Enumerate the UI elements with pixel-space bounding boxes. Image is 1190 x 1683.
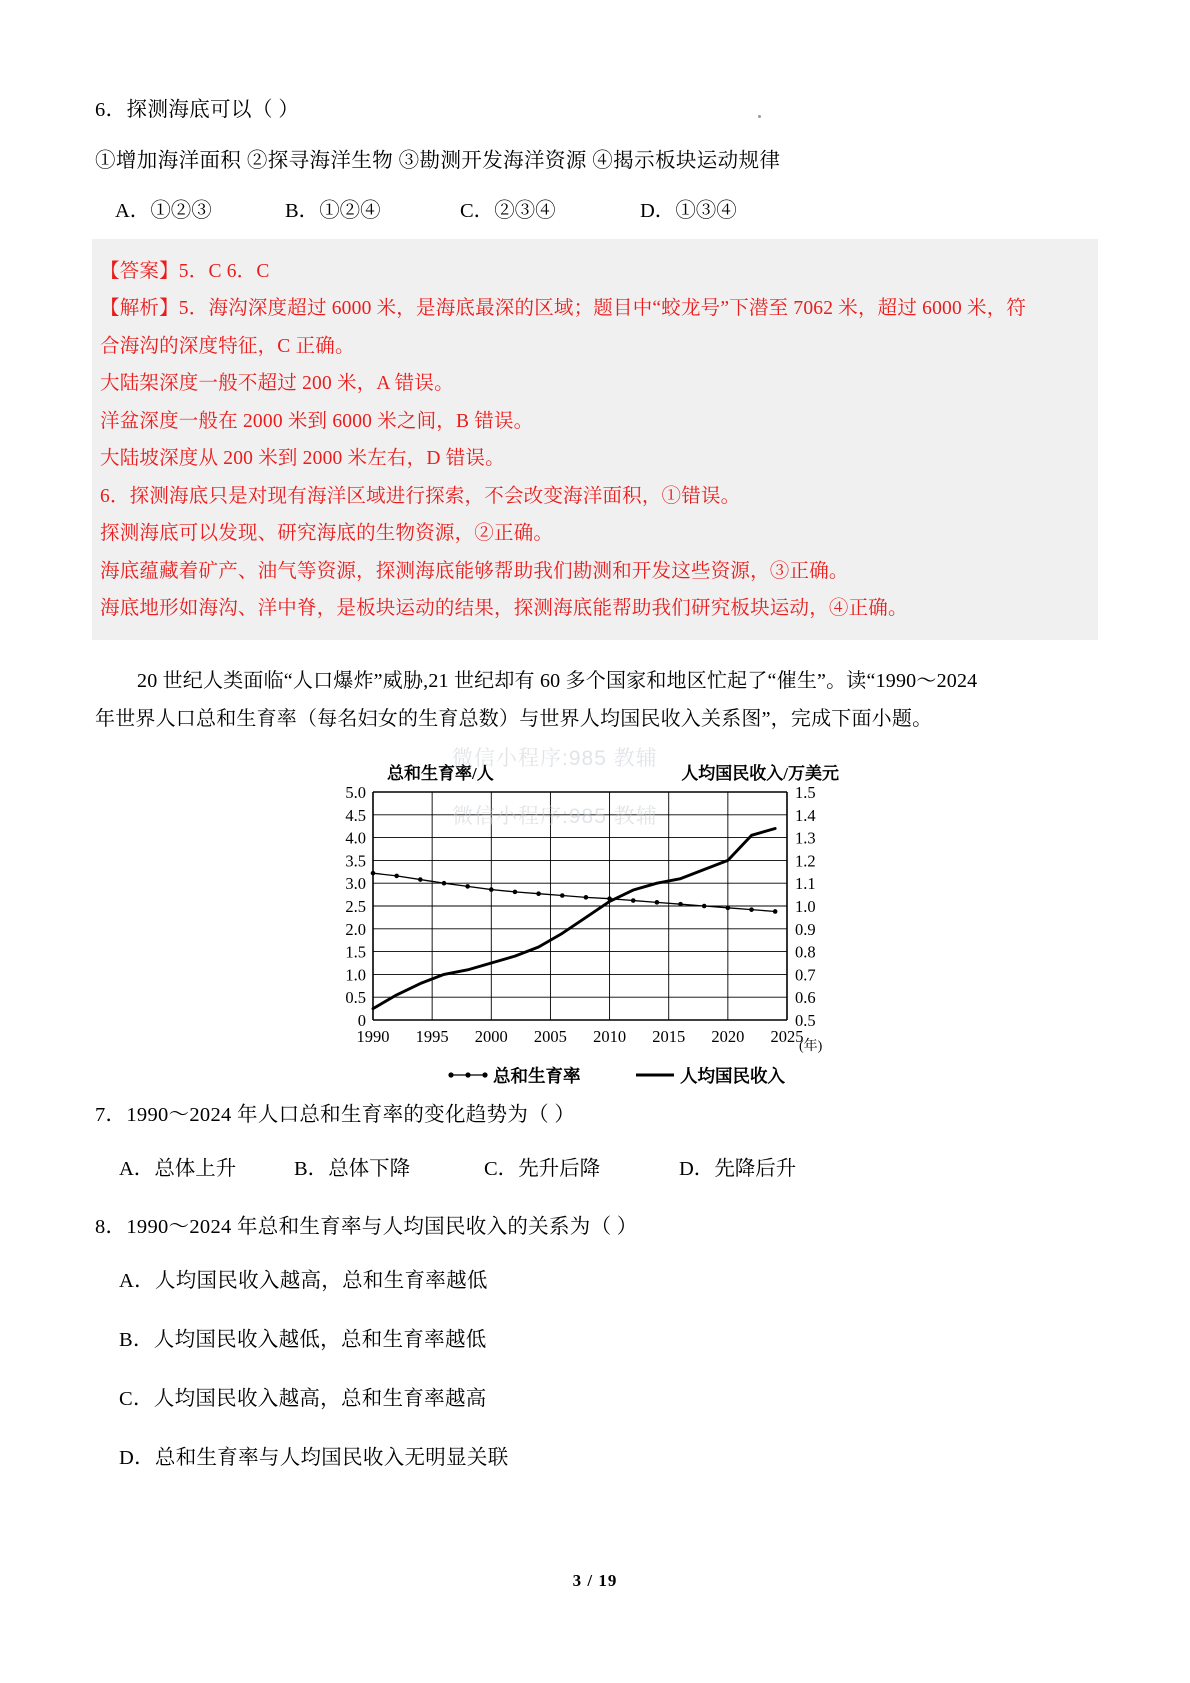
option-value: 人均国民收入越高，总和生育率越低 xyxy=(154,1269,488,1292)
intro-line-1: 20 世纪人类面临“人口爆炸”威胁,21 世纪却有 60 多个国家和地区忙起了“催生”。读“1990～2024 xyxy=(137,669,978,692)
svg-text:总和生育率: 总和生育率 xyxy=(493,1065,581,1086)
option-key: B． xyxy=(294,1157,329,1180)
page-artifact-dot xyxy=(758,115,761,118)
explanation-line: 海底蕴藏着矿产、油气等资源，探测海底能够帮助我们勘测和开发这些资源，③正确。 xyxy=(100,560,849,582)
question-7-stem: 7．1990～2024 年人口总和生育率的变化趋势为（ ） xyxy=(95,1103,576,1126)
question-6-option-c[interactable] xyxy=(460,193,640,223)
watermark-text: 微信小程序:985 教辅 xyxy=(452,805,658,828)
svg-text:2025: 2025 xyxy=(770,1026,804,1046)
page-number: 3 / 19 xyxy=(572,1571,618,1590)
explanation-line: 【解析】5．海沟深度超过 6000 米，是海底最深的区域；题目中“蛟龙号”下潜至 7062 米，超过 6000 米，符 xyxy=(100,298,1027,319)
svg-text:1.2: 1.2 xyxy=(795,850,816,870)
option-key: D． xyxy=(640,199,676,222)
question-6-stem: 6．探测海底可以（ ） xyxy=(95,99,300,121)
watermark-text: 微信小程序:985 教辅 xyxy=(452,747,658,770)
option-key: A． xyxy=(115,199,151,222)
svg-text:1.0: 1.0 xyxy=(345,964,366,984)
option-value: 先升后降 xyxy=(518,1157,601,1180)
svg-text:1.1: 1.1 xyxy=(795,873,816,893)
svg-text:1.4: 1.4 xyxy=(795,805,816,825)
option-value: 人均国民收入越低，总和生育率越低 xyxy=(153,1328,487,1351)
question-8-option-c[interactable] xyxy=(95,1381,1095,1411)
question-6-options xyxy=(95,193,1095,223)
question-6-option-a[interactable] xyxy=(115,193,285,223)
svg-text:人均国民收入/万美元: 人均国民收入/万美元 xyxy=(681,763,839,783)
fertility-income-chart xyxy=(295,752,895,1097)
intro-paragraph xyxy=(95,662,1095,738)
svg-text:2.5: 2.5 xyxy=(345,896,366,916)
question-8-stem: 8．1990～2024 年总和生育率与人均国民收入的关系为（ ） xyxy=(95,1215,638,1238)
svg-text:1990: 1990 xyxy=(356,1026,390,1046)
explanation-line: 海底地形如海沟、洋中脊，是板块运动的结果，探测海底能帮助我们研究板块运动，④正确。 xyxy=(100,598,908,619)
svg-text:0.7: 0.7 xyxy=(795,964,816,984)
option-value: 总体上升 xyxy=(154,1157,237,1180)
svg-text:(年): (年) xyxy=(799,1038,823,1054)
svg-text:4.5: 4.5 xyxy=(345,805,366,825)
option-key: D． xyxy=(679,1157,715,1180)
svg-text:5.0: 5.0 xyxy=(345,782,366,802)
question-8-option-a[interactable] xyxy=(95,1263,1095,1293)
svg-text:1995: 1995 xyxy=(415,1026,449,1046)
svg-text:4.0: 4.0 xyxy=(345,828,366,848)
svg-text:2000: 2000 xyxy=(474,1026,508,1046)
explanation-line: 探测海底可以发现、研究海底的生物资源，②正确。 xyxy=(100,523,554,544)
explanation-line: 大陆架深度一般不超过 200 米，A 错误。 xyxy=(100,373,454,394)
svg-text:0: 0 xyxy=(357,1010,366,1030)
svg-text:2015: 2015 xyxy=(652,1026,686,1046)
svg-text:2010: 2010 xyxy=(593,1026,627,1046)
option-key: B． xyxy=(119,1328,154,1351)
question-7-option-b[interactable] xyxy=(294,1151,484,1181)
svg-text:总和生育率/人: 总和生育率/人 xyxy=(387,763,494,783)
svg-text:0.5: 0.5 xyxy=(345,987,366,1007)
option-value: 先降后升 xyxy=(714,1157,797,1180)
answer-explanation-block xyxy=(92,239,1098,640)
question-7-option-c[interactable] xyxy=(484,1151,679,1181)
question-6-option-b[interactable] xyxy=(285,193,460,223)
explanation-line: 合海沟的深度特征，C 正确。 xyxy=(100,335,355,357)
option-key: C． xyxy=(119,1387,154,1410)
question-6-items: ①增加海洋面积 ②探寻海洋生物 ③勘测开发海洋资源 ④揭示板块运动规律 xyxy=(95,149,781,172)
svg-text:0.6: 0.6 xyxy=(795,987,816,1007)
question-8-option-d[interactable] xyxy=(95,1440,1095,1470)
svg-text:0.9: 0.9 xyxy=(795,919,816,939)
option-key: A． xyxy=(119,1157,155,1180)
svg-text:1.3: 1.3 xyxy=(795,828,816,848)
option-key: D． xyxy=(119,1446,155,1469)
explanation-line: 6．探测海底只是对现有海洋区域进行探索，不会改变海洋面积，①错误。 xyxy=(100,485,741,507)
option-key: C． xyxy=(460,199,495,222)
option-value: ①③④ xyxy=(675,199,737,222)
svg-text:人均国民收入: 人均国民收入 xyxy=(680,1065,785,1086)
question-7-options xyxy=(95,1151,1095,1181)
intro-line-2: 年世界人口总和生育率（每名妇女的生育总数）与世界人均国民收入关系图”，完成下面小题。 xyxy=(95,707,933,730)
option-value: 总体下降 xyxy=(328,1157,411,1180)
option-value: 总和生育率与人均国民收入无明显关联 xyxy=(154,1446,509,1469)
svg-text:1.5: 1.5 xyxy=(795,782,816,802)
svg-text:0.5: 0.5 xyxy=(795,1010,816,1030)
svg-text:1.5: 1.5 xyxy=(345,942,366,962)
svg-text:2020: 2020 xyxy=(711,1026,745,1046)
option-value: ①②③ xyxy=(150,199,212,222)
option-key: A． xyxy=(119,1269,155,1292)
explanation-line: 洋盆深度一般在 2000 米到 6000 米之间，B 错误。 xyxy=(100,410,534,432)
svg-text:0.8: 0.8 xyxy=(795,942,816,962)
svg-text:3.0: 3.0 xyxy=(345,873,366,893)
explanation-line: 大陆坡深度从 200 米到 2000 米左右，D 错误。 xyxy=(100,448,505,469)
svg-text:3.5: 3.5 xyxy=(345,850,366,870)
chart-figure xyxy=(95,752,1095,1097)
option-key: B． xyxy=(285,199,320,222)
option-value: ②③④ xyxy=(494,199,556,222)
option-key: C． xyxy=(484,1157,519,1180)
question-7-option-d[interactable] xyxy=(679,1151,796,1181)
question-7-option-a[interactable] xyxy=(119,1151,294,1181)
question-6-option-d[interactable] xyxy=(640,193,810,223)
option-value: ①②④ xyxy=(319,199,381,222)
option-value: 人均国民收入越高，总和生育率越高 xyxy=(153,1387,487,1410)
svg-text:2.0: 2.0 xyxy=(345,919,366,939)
svg-text:1.0: 1.0 xyxy=(795,896,816,916)
answer-line: 【答案】5．C 6．C xyxy=(100,260,270,282)
svg-text:2005: 2005 xyxy=(533,1026,567,1046)
question-8-option-b[interactable] xyxy=(95,1322,1095,1352)
